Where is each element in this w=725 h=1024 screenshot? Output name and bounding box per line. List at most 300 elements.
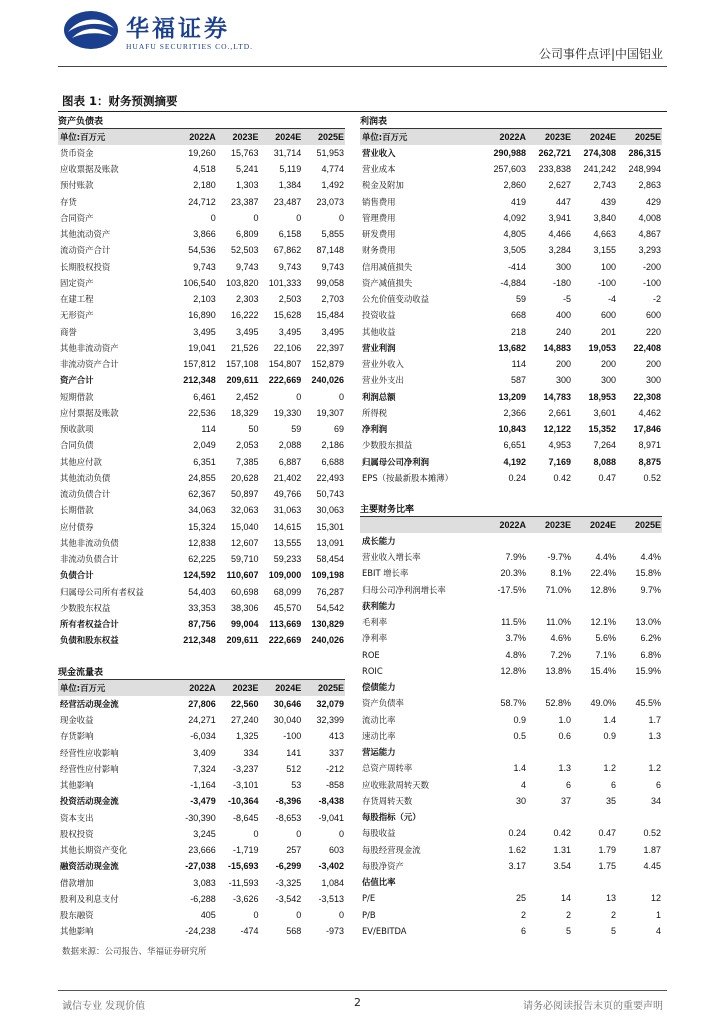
unit-label [360,517,482,533]
value-cell: 30,646 [273,698,302,709]
value-cell: -5 [562,294,571,305]
value-cell [482,875,527,891]
value-cell: -17.5% [497,584,526,595]
value-cell: 76,287 [316,586,344,597]
table-row [58,826,345,842]
table-row [58,405,345,421]
value-cell: -474 [240,926,259,937]
value-cell: 1.7 [648,714,661,725]
table-header-row [360,129,662,145]
table-row [58,696,345,712]
value-cell: 154,807 [268,359,302,370]
row-label: 存货影响 [60,731,94,742]
value-cell: 413 [328,731,344,742]
value-cell: 2,103 [193,294,216,305]
value-cell: 19,041 [188,342,216,353]
table-row [58,194,345,210]
value-cell: 0.9 [513,714,526,725]
value-cell: 12.8% [500,665,526,676]
value-cell: -27,038 [185,861,216,872]
value-cell [482,680,527,696]
value-cell: 8.1% [550,568,571,579]
year-header: 2025E [302,129,345,145]
value-cell: 113,669 [269,619,302,630]
value-cell: 220 [645,326,661,337]
table-row [360,761,662,777]
table-row [58,519,345,535]
value-cell: 2,452 [235,391,259,402]
value-cell: 3,495 [193,326,216,337]
value-cell: 13,555 [273,537,302,548]
table-row [360,728,662,744]
value-cell: 300 [645,375,661,386]
value-cell: 16,222 [230,310,259,321]
value-cell: 4 [520,779,526,790]
row-label: 融资活动现金流 [60,861,119,872]
value-cell: 1 [655,909,661,920]
value-cell: -3,325 [275,877,302,888]
value-cell: 114 [511,359,526,370]
value-cell: 1.62 [508,844,526,855]
value-cell: -10,364 [227,796,259,807]
row-label: 资产减值损失 [362,277,413,288]
value-cell: -6,034 [190,731,216,742]
year-header: 2023E [217,129,260,145]
year-header: 2025E [302,680,345,696]
table-row [58,891,345,907]
value-cell: 15,301 [316,521,344,532]
value-cell: 4.6% [550,633,571,644]
value-cell: 286,315 [628,147,661,158]
row-label: 长期股权投资 [60,261,111,272]
value-cell: 290,988 [493,147,526,158]
value-cell: 22,308 [633,391,661,402]
value-cell: 4.4% [595,552,616,563]
value-cell: 99,004 [230,619,259,630]
value-cell: 20,628 [230,472,259,483]
row-label: 负债和股东权益 [60,635,119,646]
row-label: 获利能力 [362,600,396,611]
table-row [58,908,345,924]
value-cell: -9,041 [318,812,344,823]
value-cell: 4,462 [638,407,661,418]
table-row [58,373,345,389]
table-row [360,373,662,389]
row-label: 营业外支出 [362,375,404,386]
value-cell: 2 [565,909,571,920]
value-cell: 12.8% [590,584,616,595]
financial-ratios-table [360,517,662,940]
value-cell: -414 [507,261,526,272]
value-cell: 447 [555,196,571,207]
year-header: 2022A [482,129,527,145]
value-cell: -8,645 [232,812,259,823]
value-cell: 0 [338,910,344,921]
value-cell: 54,403 [188,586,216,597]
row-label: 股利及利息支付 [60,893,119,904]
income-statement-table [360,129,662,487]
value-cell: 0 [253,828,259,839]
balance-sheet-panel [58,115,345,649]
value-cell [617,810,662,826]
table-row [58,487,345,503]
financial-ratios-title: 主要财务比率 [360,503,662,517]
value-cell: 35 [605,795,616,806]
figure-title: 图表 1：财务预测摘要 [62,94,178,108]
row-label: 其他非流动负债 [60,537,119,548]
value-cell: 15,352 [588,424,616,435]
table-row [360,259,662,275]
value-cell: 209,611 [226,635,259,646]
table-row [58,308,345,324]
section-header-row [360,810,662,826]
value-cell: 33,353 [188,602,216,613]
table-row [58,145,345,161]
value-cell: 9,743 [278,261,302,272]
row-label: 应收账款周转天数 [362,779,429,790]
value-cell: 587 [510,375,526,386]
year-header: 2024E [572,517,617,533]
value-cell: 17,846 [633,424,661,435]
value-cell: -11,593 [228,877,259,888]
value-cell: 1.2 [648,763,661,774]
value-cell: 4.45 [643,860,661,871]
value-cell: 34,063 [188,505,216,516]
value-cell: 4,192 [503,456,526,467]
value-cell: 200 [645,359,661,370]
row-label: 净利润 [362,424,388,435]
value-cell: 106,540 [183,277,216,288]
value-cell: 9,743 [235,261,259,272]
row-label: 流动比率 [362,714,396,725]
value-cell: 600 [645,310,661,321]
value-cell: 54,536 [188,245,216,256]
table-row [360,631,662,647]
value-cell: 62,225 [188,554,216,565]
value-cell: 8,971 [638,440,661,451]
value-cell: -3,101 [232,780,259,791]
table-row [58,535,345,551]
value-cell: 22,397 [316,342,344,353]
value-cell: 300 [555,375,571,386]
value-cell: 1.3 [648,730,661,741]
row-label: 经营性应收影响 [60,747,119,758]
value-cell: 13,682 [498,342,526,353]
value-cell: 6.2% [640,633,661,644]
row-label: 其他非流动资产 [60,342,119,353]
value-cell: 13,091 [316,537,344,548]
value-cell: 14 [560,893,571,904]
value-cell: 2,743 [593,180,616,191]
value-cell: 58.7% [500,698,526,709]
value-cell: 24,712 [188,196,216,207]
value-cell [572,598,617,614]
value-cell [572,810,617,826]
value-cell: 4,953 [548,440,571,451]
value-cell: 3,495 [278,326,302,337]
value-cell: 15,484 [316,310,344,321]
value-cell: 2,860 [503,180,526,191]
huafu-logo-icon [62,8,120,52]
value-cell: 7.9% [505,552,526,563]
value-cell: 1.87 [643,844,661,855]
table-row [360,858,662,874]
value-cell: 1.0 [558,714,571,725]
value-cell: 30,040 [273,715,302,726]
value-cell: 59,233 [273,554,302,565]
value-cell [527,875,572,891]
table-row [360,194,662,210]
value-cell: 62,367 [188,489,216,500]
value-cell: 3,245 [193,828,216,839]
table-row [360,615,662,631]
value-cell: 49,766 [273,489,302,500]
value-cell: 31,714 [273,147,302,158]
section-header-row [360,533,662,549]
value-cell: 11.0% [546,617,571,628]
value-cell: 23,666 [188,845,216,856]
row-label: 预付账款 [60,180,94,191]
footer-disclaimer: 请务必阅读报告末页的重要声明 [523,1001,663,1012]
value-cell: 3.7% [505,633,526,644]
value-cell: 27,240 [230,715,259,726]
section-header-row [360,598,662,614]
row-label: 其他影响 [60,780,94,791]
table-row [58,422,345,438]
row-label: EV/EBITDA [362,925,407,936]
table-row [58,568,345,584]
header-divider [58,66,667,67]
value-cell: 7,264 [593,440,616,451]
value-cell: 32,399 [316,715,344,726]
value-cell: 12,607 [230,537,259,548]
table-header-row [58,680,345,696]
section-header-row [360,875,662,891]
value-cell: -6,299 [275,861,302,872]
value-cell: 7,324 [193,763,216,774]
value-cell: 69 [333,424,344,435]
table-row [360,826,662,842]
table-row [360,292,662,308]
row-label: 经营活动现金流 [60,698,119,709]
value-cell: 7.2% [550,649,571,660]
footer-divider [58,990,667,991]
financial-ratios-panel [360,503,662,940]
value-cell: 2,180 [193,180,216,191]
row-label: 股权投资 [60,828,94,839]
row-label: 营业收入增长率 [362,552,421,563]
table-row [360,647,662,663]
row-label: 利润总额 [362,391,396,402]
table-row [58,713,345,729]
value-cell: 1,325 [235,731,259,742]
value-cell: 218 [510,326,526,337]
cash-flow-table [58,680,345,940]
value-cell: 5.6% [595,633,616,644]
row-label: 速动比率 [362,730,396,741]
table-row [58,778,345,794]
value-cell: 0 [253,910,259,921]
value-cell: 8,088 [593,456,616,467]
row-label: 估值比率 [362,877,396,888]
value-cell: -858 [325,780,344,791]
value-cell: 0 [210,212,216,223]
value-cell: 200 [555,359,571,370]
value-cell: 130,829 [311,619,344,630]
table-row [360,470,662,486]
year-header: 2023E [527,129,572,145]
value-cell [617,680,662,696]
value-cell: 3,866 [193,229,216,240]
row-label: 所得税 [362,407,388,418]
value-cell: 157,108 [225,359,259,370]
value-cell: 15,040 [230,521,259,532]
value-cell [572,533,617,549]
value-cell: 24,271 [188,715,216,726]
value-cell: 22,106 [273,342,302,353]
table-row [58,600,345,616]
row-label: 现金收益 [60,715,94,726]
value-cell: -15,693 [227,861,259,872]
table-row [360,454,662,470]
row-label: 少数股东损益 [362,440,413,451]
value-cell: 12,838 [188,537,216,548]
table-row [58,389,345,405]
value-cell: 3,409 [193,747,216,758]
value-cell: 14,615 [273,521,302,532]
value-cell: 50,897 [230,489,259,500]
row-label: 存货 [60,196,77,207]
value-cell: 52,503 [230,245,259,256]
value-cell: 0 [296,391,302,402]
table-header-row [58,129,345,145]
value-cell: 20.3% [500,568,526,579]
value-cell: 30 [515,795,526,806]
row-label: 每股经营现金流 [362,844,421,855]
income-statement-title: 利润表 [360,115,662,129]
value-cell: 0.9 [603,730,616,741]
value-cell: 439 [600,196,616,207]
value-cell [527,533,572,549]
value-cell: 334 [243,747,259,758]
row-label: EPS（按最新股本摊薄） [362,472,454,483]
value-cell: 6 [610,779,616,790]
value-cell: 1,384 [278,180,302,191]
row-label: 其他长期资产变化 [60,845,127,856]
value-cell: 2 [610,909,616,920]
value-cell: 58,454 [316,554,344,565]
row-label: P/E [362,893,376,904]
value-cell: 10,843 [498,424,526,435]
row-label: 应收票据及账款 [60,164,119,175]
row-label: 应付债券 [60,521,94,532]
row-label: 每股指标（元） [362,812,421,823]
value-cell: 21,526 [230,342,259,353]
value-cell: 13 [605,893,616,904]
value-cell: 212,348 [183,375,216,386]
row-label: 长期借款 [60,505,94,516]
value-cell: 429 [645,196,661,207]
value-cell: 2,049 [193,440,216,451]
value-cell: 3,155 [593,245,616,256]
table-row [58,210,345,226]
value-cell: 300 [555,261,571,272]
table-row [58,859,345,875]
row-label: 借款增加 [60,877,94,888]
value-cell: 4,663 [593,229,616,240]
table-row [58,794,345,810]
value-cell: 0 [338,391,344,402]
value-cell: -100 [597,277,616,288]
value-cell: 1,492 [321,180,344,191]
value-cell: 3,284 [548,245,571,256]
table-row [360,340,662,356]
value-cell: 337 [328,747,344,758]
value-cell [482,745,527,761]
unit-label: 单位:百万元 [58,129,174,145]
row-label: ROE [362,649,380,660]
value-cell: 4,466 [548,229,571,240]
value-cell: 22,408 [633,342,661,353]
value-cell: 5,119 [279,164,302,175]
row-label: 商誉 [60,326,77,337]
table-row [58,243,345,259]
row-label: 管理费用 [362,212,396,223]
value-cell: 241,242 [583,164,616,175]
value-cell: -8,438 [318,796,344,807]
value-cell [527,810,572,826]
row-label: 其他收益 [362,326,396,337]
value-cell: 201 [600,326,616,337]
row-label: 归母公司净利润增长率 [362,584,446,595]
value-cell: 1.75 [598,860,616,871]
table-row [360,227,662,243]
value-cell: 3.54 [553,860,571,871]
row-label: 所有者权益合计 [60,619,119,630]
value-cell: 233,838 [538,164,571,175]
table-row [360,582,662,598]
row-label: 非流动负债合计 [60,554,119,565]
value-cell: 51,953 [316,147,344,158]
value-cell: 14,883 [543,342,571,353]
value-cell: 4,867 [638,229,661,240]
balance-sheet-title: 资产负债表 [58,115,345,129]
value-cell: 23,487 [273,196,302,207]
table-row [360,324,662,340]
year-header: 2024E [260,129,303,145]
value-cell: 19,260 [188,147,216,158]
value-cell: -3,479 [190,796,216,807]
row-label: 营业成本 [362,164,396,175]
balance-sheet-table [58,129,345,649]
table-row [360,712,662,728]
year-header: 2022A [174,129,217,145]
value-cell: 2,303 [235,294,259,305]
value-cell: 1.4 [513,763,526,774]
table-row [360,210,662,226]
value-cell: 6 [520,925,526,936]
value-cell: 12,122 [543,424,571,435]
table-row [360,308,662,324]
value-cell: 0 [338,212,344,223]
value-cell: 4,008 [638,212,661,223]
table-row [58,324,345,340]
value-cell: 99,058 [316,277,344,288]
value-cell: 15,628 [273,310,302,321]
value-cell: -1,719 [232,845,259,856]
year-header: 2023E [527,517,572,533]
value-cell: 4.8% [505,649,526,660]
